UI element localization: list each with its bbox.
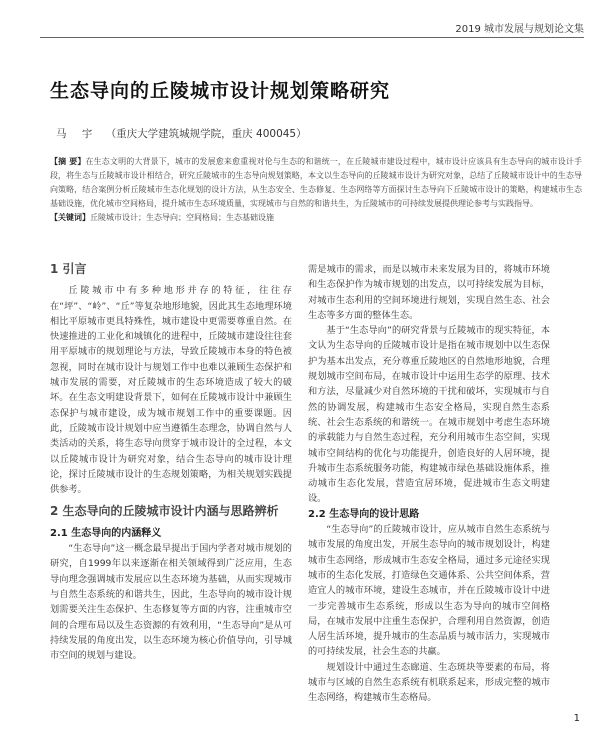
abstract-body [50, 155, 582, 211]
subsection-2-2-heading: 2.2 生态导向的设计思路 [308, 508, 420, 520]
keywords-label: 【关键词】 [50, 213, 90, 222]
subsection-2-1-heading: 2.1 生态导向的内涵释义 [50, 527, 162, 539]
paragraph-2-2-continued: 规划设计中通过生态廊道、生态斑块等要素的布局，将城市与区域的自然生态系统有机联系起来，形成完整的城市生态网络，构建城市生态格局。 [308, 661, 550, 704]
keywords [50, 211, 582, 225]
abstract-text: 在生态文明的大背景下，城市的发展愈来愈重视对伦与生态的和谐统一，在丘陵城市建设过程中，城市设计应该具有生态导向的城市设计手段，将生态与丘陵城市设计相结合，研究丘陵城市的生态导向规划策略，本文以生态导向的丘陵城市设计为研究对象，总结了丘陵城市设计中的生态导向策略，结合案例分析丘陵城市生态化规划的设计方法，从生态安全、生态修复、生态网络等方面探讨生态导向下丘陵城市设计的策略，构建城市生态基础设施，优化城市空间格局，提升城市生态环境质量，实现城市与自然的和谐共生，为丘陵城市的可持续发展提供理论参考与实践指导。 [50, 157, 582, 208]
author-affiliation: （重庆大学建筑城规学院，重庆 400045） [105, 128, 307, 140]
paper-title: 生态导向的丘陵城市设计规划策略研究 [50, 80, 391, 102]
page-number: 1 [573, 713, 580, 724]
header-rule [40, 37, 584, 38]
paragraph-definition: 基于“生态导向”的研究背景与丘陵城市的现实特征，本文认为生态导向的丘陵城市设计是指在城市规划中以生态保护为基本出发点，充分尊重丘陵地区的自然地形地貌，合理规划城市空间布局，在城市设计中运用生态学的原理、技术和方法，尽量减少对自然环境的干扰和破坏，实现城市与自然的协调发展，构建城市生态安全格局，实现自然生态系统、社会生态系统的和谐统一。在城市规划中考虑生态环境的承载能力与自然生态过程，充分利用城市生态空间，实现城市空间结构的优化与功能提升，创造良好的人居环境，提升城市生态系统服务功能，构建城市绿色基础设施体系，推动城市生态化发展，营造宜居环境，促进城市生态文明建设。 [308, 325, 550, 505]
paragraph-2-2: “生态导向”的丘陵城市设计，应从城市自然生态系统与城市发展的角度出发，开展生态导向的城市规划设计，构建城市生态网络，形成城市生态安全格局，通过多元途径实现城市的生态化发展，打造绿色交通体系、公共空间体系，营造宜人的城市环境，建设生态城市，并在丘陵城市设计中进一步完善城市生态系统，形成以生态为导向的城市空间格局，在城市发展中注重生态保护，合理利用自然资源，创造人居生活环境，提升城市的生态品质与城市活力，实现城市的可持续发展，社会生态的共赢。 [308, 524, 550, 658]
paragraph-2-1: “生态导向”这一概念最早提出于国内学者对城市规划的研究，自1999年以来逐渐在相关领域得到广泛应用，生态导向理念强调城市发展应以生态环境为基础，从而实现城市与自然生态系统的和谐共生，因此，生态导向的城市设计规划需要关注生态保护、生态修复等方面的内容，注重城市空间的合理布局以及生态资源的有效利用，“生态导向”是从可持续发展的角度出发，以生态环境为核心价值导向，引导城市空间的规划与建设。 [50, 543, 292, 662]
paragraph-intro: 丘陵城市中有多种地形并存的特征，往往存在“坪”、“岭”、“丘”等复杂地形地貌，因此其生态地理环境相比平原城市更具特殊性，城市建设中更需要尊重自然。在快速推进的工业化和城镇化的进程中，丘陵城市建设往往套用平原城市的规划理论与方法，导致丘陵城市本身的特色被忽视，同时在城市设计与规划工作中也难以兼顾生态保护和城市发展的需要，对丘陵城市的生态环境造成了较大的破坏。在生态文明建设背景下，如何在丘陵城市设计中兼顾生态保护与城市建设，成为城市规划工作中的重要课题。因此，丘陵城市设计规划中应当遵循生态理念，协调自然与人类活动的关系，将生态导向贯穿于城市设计的全过程，本文以丘陵城市设计为研究对象，结合生态导向的城市设计理论，探讨丘陵城市设计的生态规划策略，为相关规划实践提供参考。 [50, 285, 292, 496]
paragraph-continued: 需是城市的需求，而是以城市未来发展为目的，将城市环境和生态保护作为城市规划的出发点，以可持续发展为目标，对城市生态利用的空间环境进行规划，实现自然生态、社会生态等多方面的整体生态。 [308, 264, 550, 321]
author-name: 马 宇 [56, 128, 99, 140]
right-column [308, 262, 550, 706]
section-1-heading: 1 引言 [50, 262, 87, 276]
abstract-label: 【摘 要】 [50, 157, 86, 166]
abstract [50, 155, 582, 225]
running-header: 2019 城市发展与规划论文集 [455, 24, 584, 35]
author-line [56, 126, 307, 141]
section-2-heading: 2 生态导向的丘陵城市设计内涵与思路辨析 [50, 504, 279, 519]
keywords-text: 丘陵城市设计；生态导向；空间格局；生态基础设施 [90, 213, 274, 222]
left-column [50, 262, 292, 663]
